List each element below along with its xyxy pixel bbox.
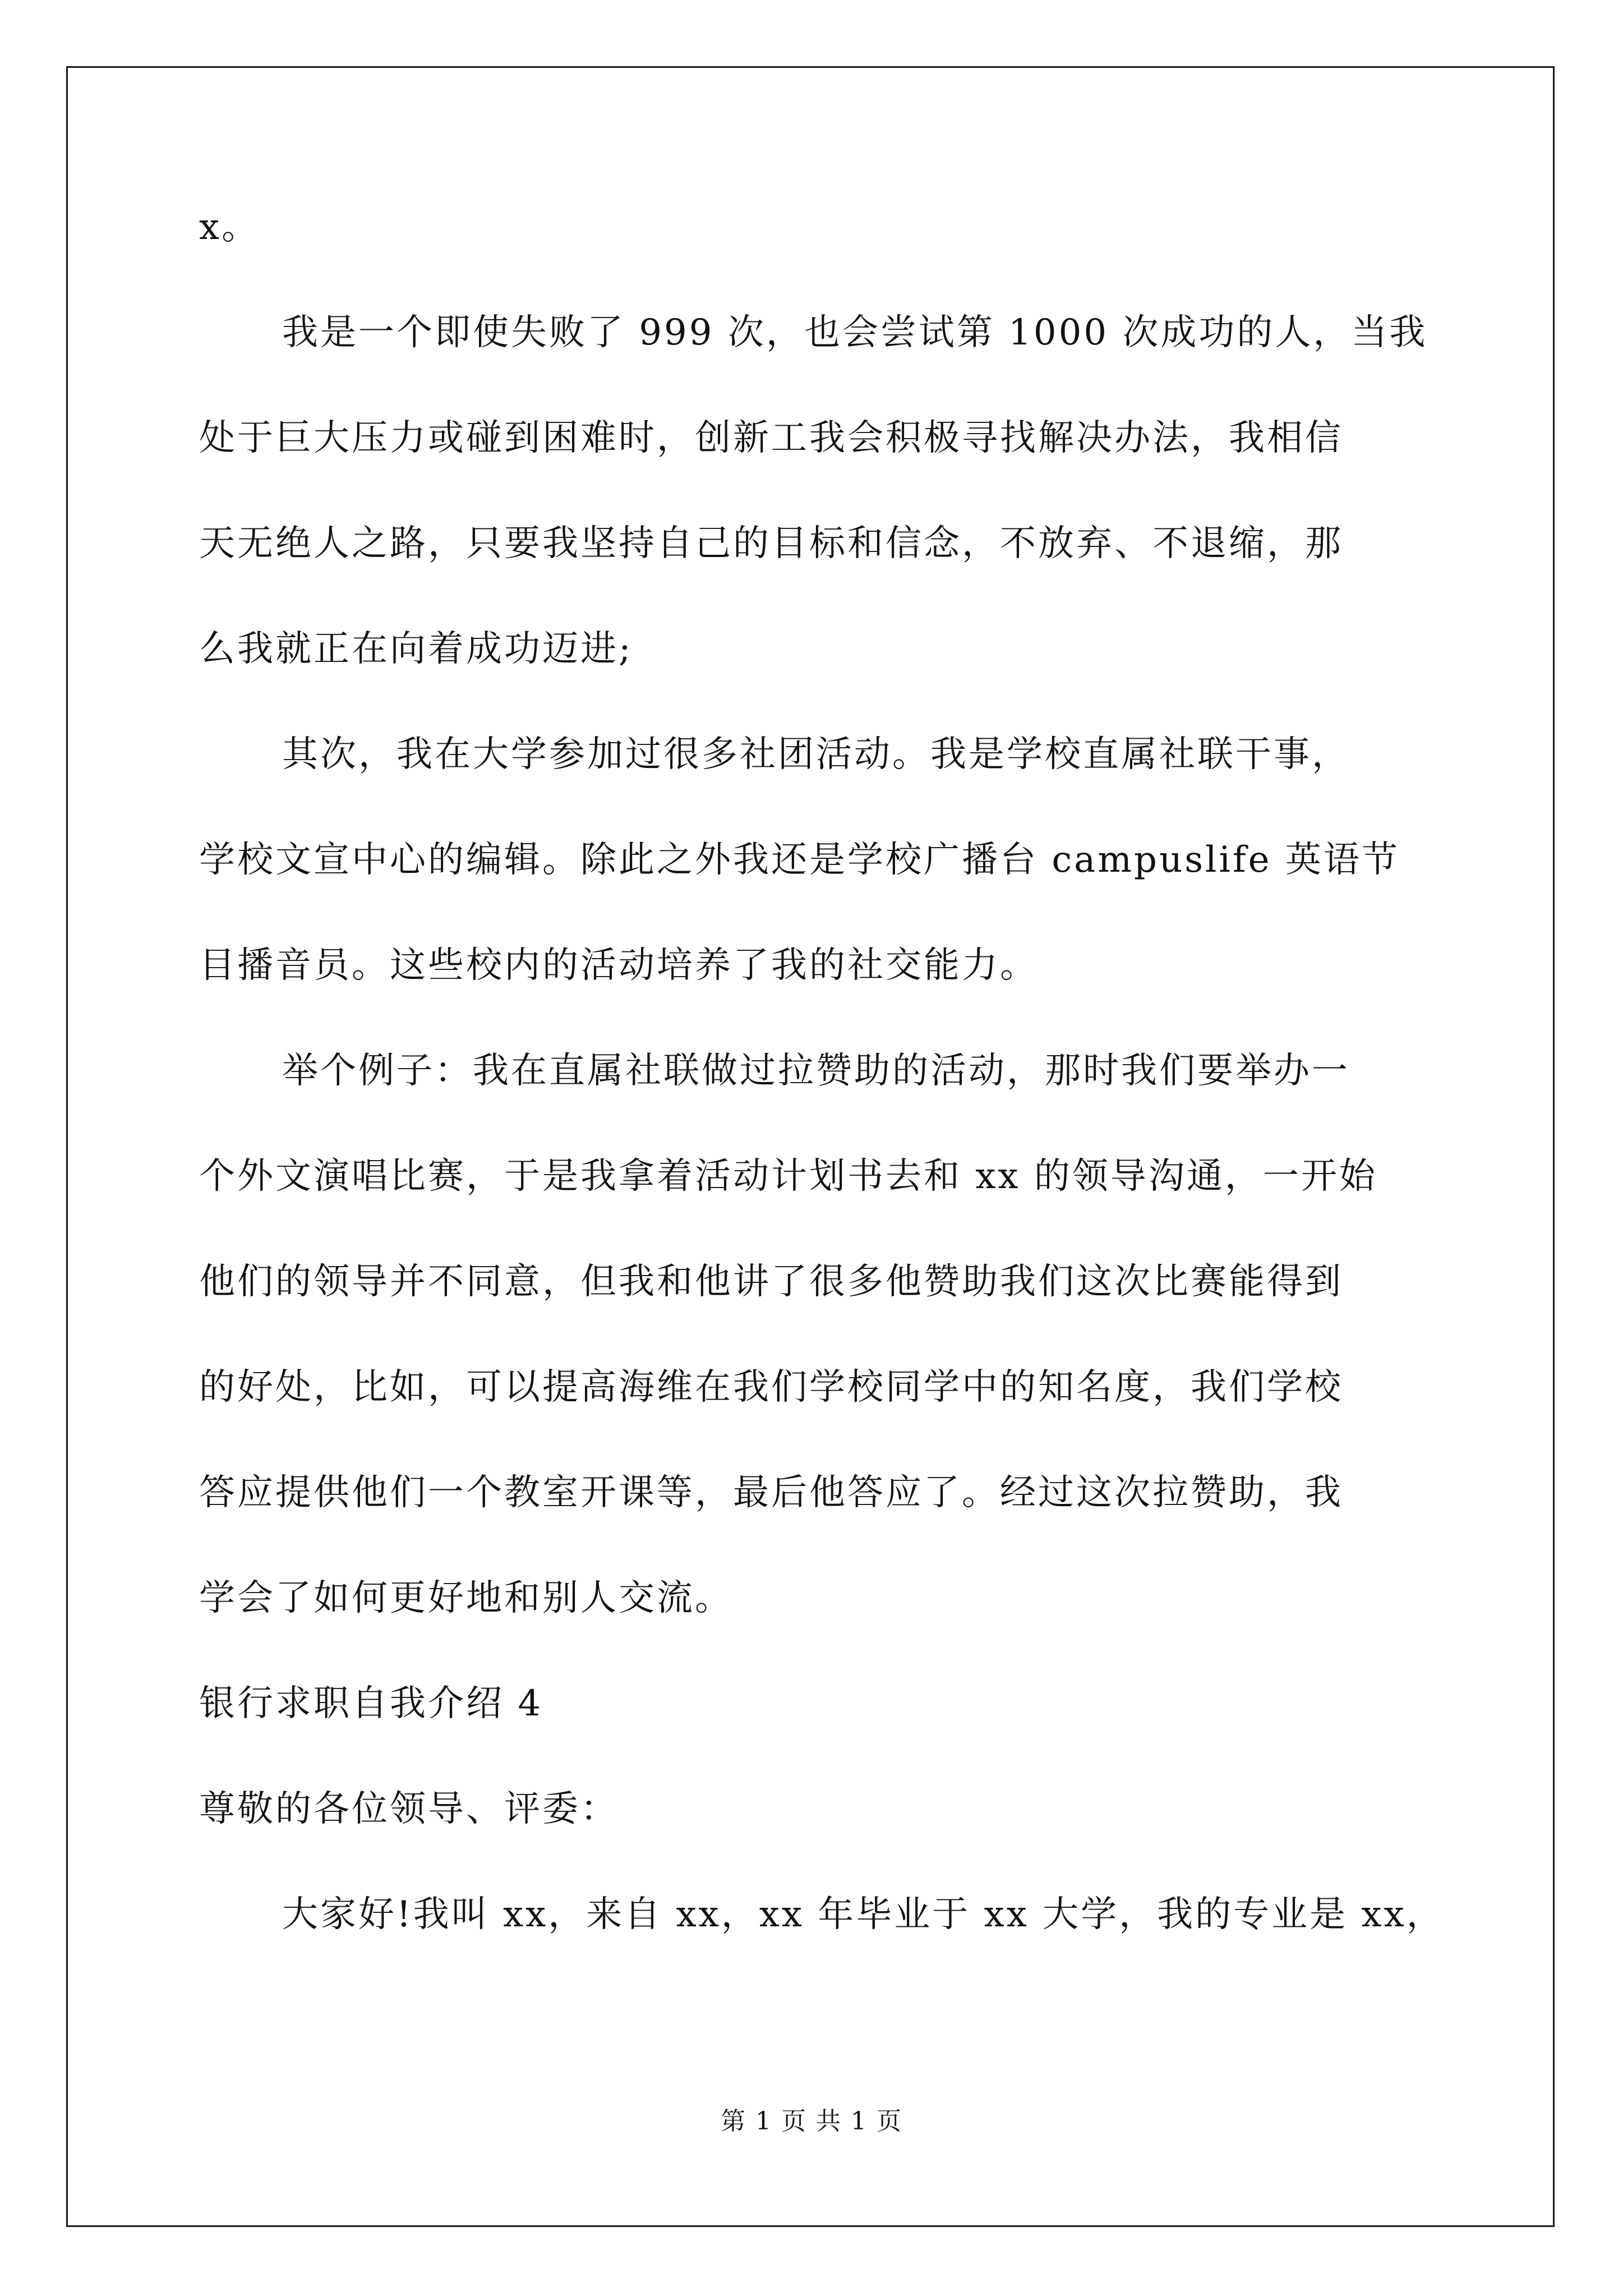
text-line: x。 (199, 206, 260, 248)
text-line: 大家好!我叫 xx，来自 xx，xx 年毕业于 xx 大学，我的专业是 xx， (282, 1894, 1445, 1935)
text-line: 我是一个即使失败了 999 次，也会尝试第 1000 次成功的人，当我 (282, 312, 1428, 353)
text-line: 答应提供他们一个教室开课等，最后他答应了。经过这次拉赞助，我 (199, 1472, 1343, 1513)
text-line: 么我就正在向着成功迈进; (199, 628, 633, 670)
salutation: 尊敬的各位领导、评委： (199, 1788, 619, 1830)
text-line: 目播音员。这些校内的活动培养了我的社交能力。 (199, 945, 1038, 986)
text-line: 举个例子：我在直属社联做过拉赞助的活动，那时我们要举办一 (282, 1050, 1350, 1092)
text-line: 个外文演唱比赛，于是我拿着活动计划书去和 xx 的领导沟通，一开始 (199, 1156, 1377, 1197)
text-line: 学校文宣中心的编辑。除此之外我还是学校广播台 campuslife 英语节 (199, 839, 1400, 881)
text-line: 天无绝人之路，只要我坚持自己的目标和信念，不放弃、不退缩，那 (199, 523, 1343, 564)
text-line: 他们的领导并不同意，但我和他讲了很多他赞助我们这次比赛能得到 (199, 1261, 1343, 1303)
text-line: 其次，我在大学参加过很多社团活动。我是学校直属社联干事， (282, 734, 1350, 775)
text-line: 学会了如何更好地和别人交流。 (199, 1577, 733, 1619)
page-number-footer: 第 1 页 共 1 页 (721, 2107, 902, 2136)
section-heading: 银行求职自我介绍 4 (199, 1683, 543, 1724)
text-line: 处于巨大压力或碰到困难时，创新工我会积极寻找解决办法，我相信 (199, 417, 1343, 459)
text-line: 的好处，比如，可以提高海维在我们学校同学中的知名度，我们学校 (199, 1366, 1343, 1408)
